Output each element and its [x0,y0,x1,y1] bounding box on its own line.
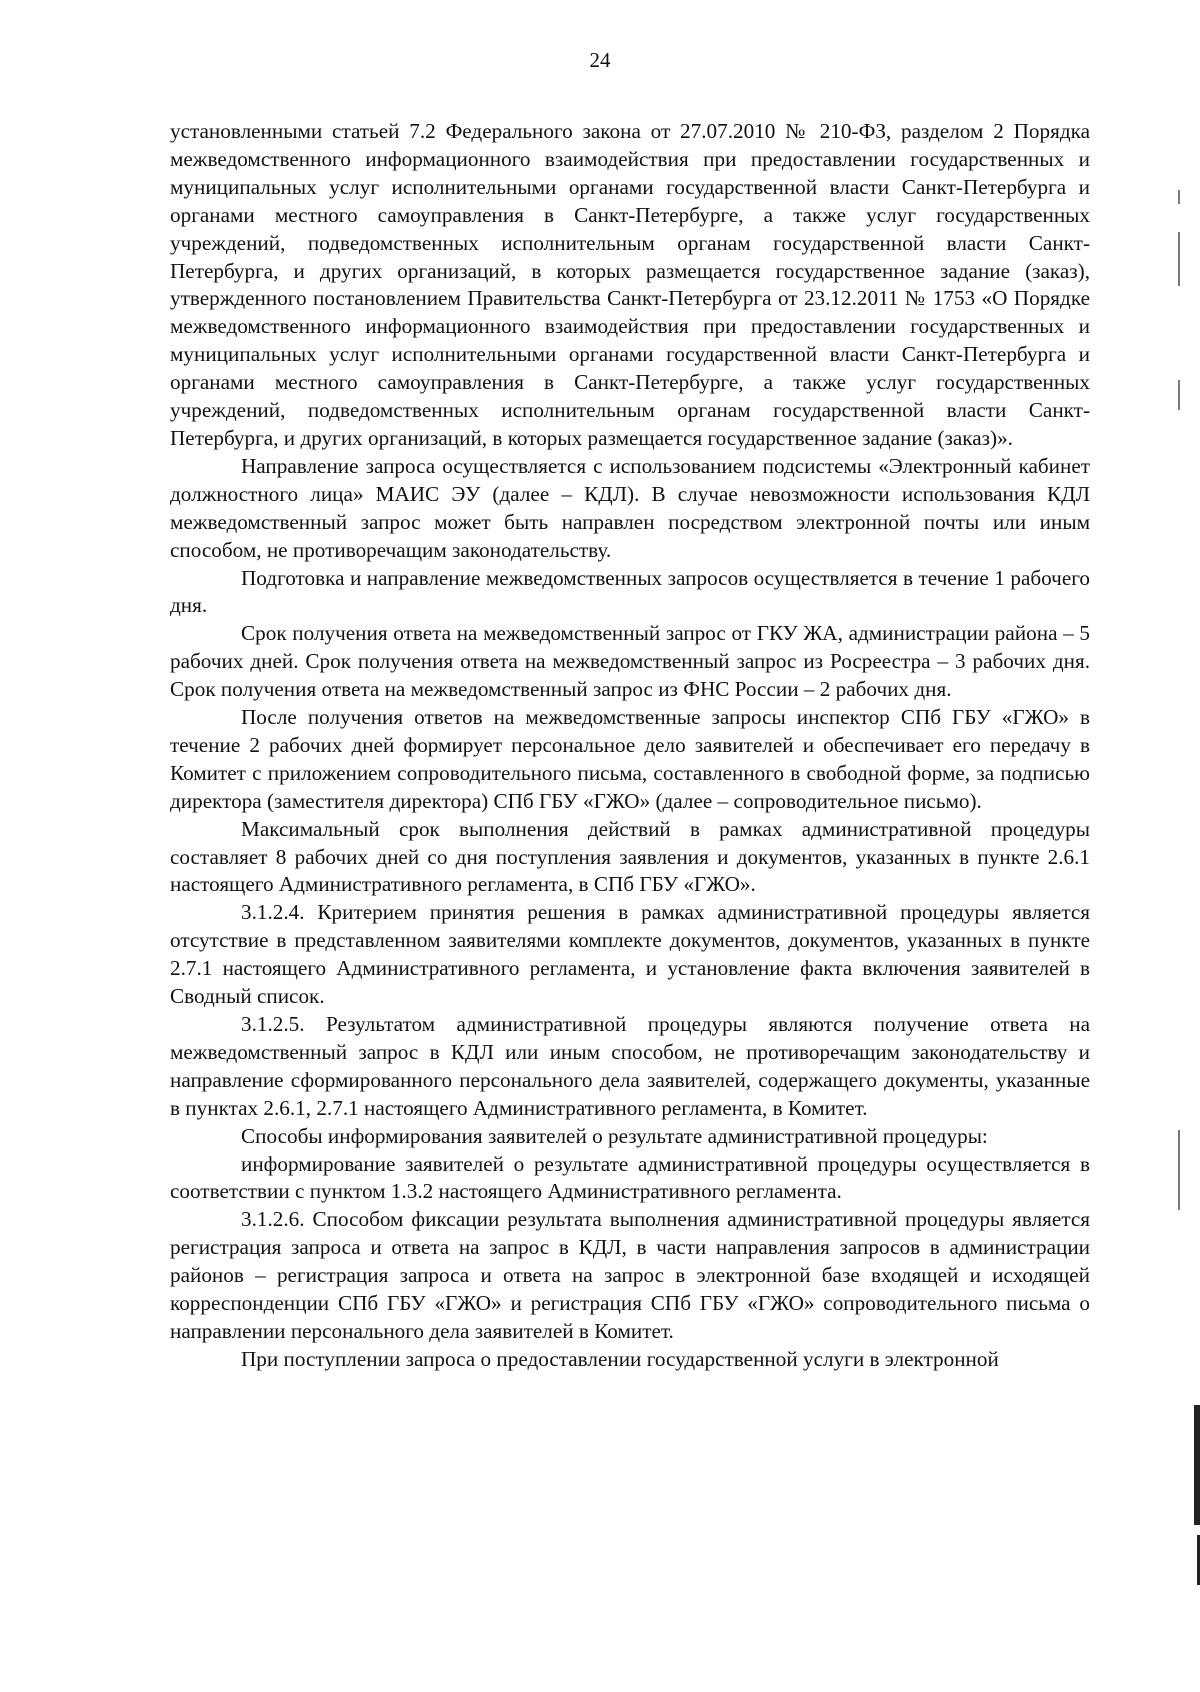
scan-edge-mark [1178,190,1180,204]
paragraph-5: После получения ответов на межведомственные запросы инспектор СПб ГБУ «ГЖО» в течение 2 рабочих дней формирует персональное дело заявителей и обеспечивает его передачу в Комитет с приложением сопроводительного письма, составленного в свободной форме, за подписью директора (заместителя директора) СПб ГБУ «ГЖО» (далее – сопроводительное письмо). [170,705,1090,813]
page-number: 24 [589,48,611,72]
paragraph-1: установленными статьей 7.2 Федерального закона от 27.07.2010 № 210-ФЗ, разделом 2 Порядка межведомственного информационного взаимодействия при предоставлении государственных и муниципальных услуг исполнительными органами государственной власти Санкт-Петербурга и органами местного самоуправления в Санкт-Петербурге, а также услуг государственных учреждений, подведомственных исполнительным органам государственной власти Санкт-Петербурга, и других организаций, в которых размещается государственное задание (заказ), утвержденного постановлением Правительства Санкт-Петербурга от 23.12.2011 № 1753 «О Порядке межведомственного информационного взаимодействия при предоставлении государственных и муниципальных услуг исполнительными органами государственной власти Санкт-Петербурга и органами местного самоуправления в Санкт-Петербурге, а также услуг государственных учреждений, подведомственных исполнительным органам государственной власти Санкт-Петербурга, и других организаций, в которых размещается государственное задание (заказ)». [170,119,1090,450]
paragraph-2: Направление запроса осуществляется с использованием подсистемы «Электронный кабинет должностного лица» МАИС ЭУ (далее – КДЛ). В случае невозможности использования КДЛ межведомственный запрос может быть направлен посредством электронной почты или иным способом, не противоречащим законодательству. [170,453,1090,562]
scan-edge-mark [1178,1130,1180,1210]
paragraph-6: Максимальный срок выполнения действий в рамках административной процедуры составляет 8 рабочих дней со дня поступления заявления и документов, указанных в пункте 2.6.1 настоящего Административного регламента, в СПб ГБУ «ГЖО». [170,816,1090,897]
paragraph-10: информирование заявителей о результате административной процедуры осуществляется в соответствии с пунктом 1.3.2 настоящего Административного регламента. [170,1151,1090,1204]
scan-edge-mark [1178,232,1180,286]
paragraph-3: Подготовка и направление межведомственных запросов осуществляется в течение 1 рабочего дня. [170,565,1090,618]
paragraph-9: Способы информирования заявителей о результате административной процедуры: [241,1123,988,1148]
paragraph-4: Срок получения ответа на межведомственный запрос от ГКУ ЖА, администрации района – 5 рабочих дней. Срок получения ответа на межведомственный запрос из Росреестра – 3 рабочих дня. Срок получения ответа на межведомственный запрос из ФНС России – 2 рабочих дня. [170,621,1090,702]
paragraph-12: При поступлении запроса о предоставлении государственной услуги в электронной [241,1346,999,1371]
scan-edge-mark [1178,380,1180,410]
document-body [170,118,1090,1374]
paragraph-11: 3.1.2.6. Способом фиксации результата выполнения административной процедуры является регистрация запроса и ответа на запрос в КДЛ, в части направления запросов в администрации районов – регистрация запроса и ответа на запрос в электронной базе входящей и исходящей корреспонденции СПб ГБУ «ГЖО» и регистрация СПб ГБУ «ГЖО» сопроводительного письма о направлении персонального дела заявителей в Комитет. [170,1207,1090,1343]
paragraph-8: 3.1.2.5. Результатом административной процедуры являются получение ответа на межведомственный запрос в КДЛ или иным способом, не противоречащим законодательству и направление сформированного персонального дела заявителей, содержащего документы, указанные в пунктах 2.6.1, 2.7.1 настоящего Административного регламента, в Комитет. [170,1012,1090,1120]
scan-edge-shadow [1194,1405,1200,1525]
paragraph-7: 3.1.2.4. Критерием принятия решения в рамках административной процедуры является отсутствие в представленном заявителями комплекте документов, документов, указанных в пункте 2.7.1 настоящего Административного регламента, и установление факта включения заявителей в Сводный список. [170,900,1090,1009]
